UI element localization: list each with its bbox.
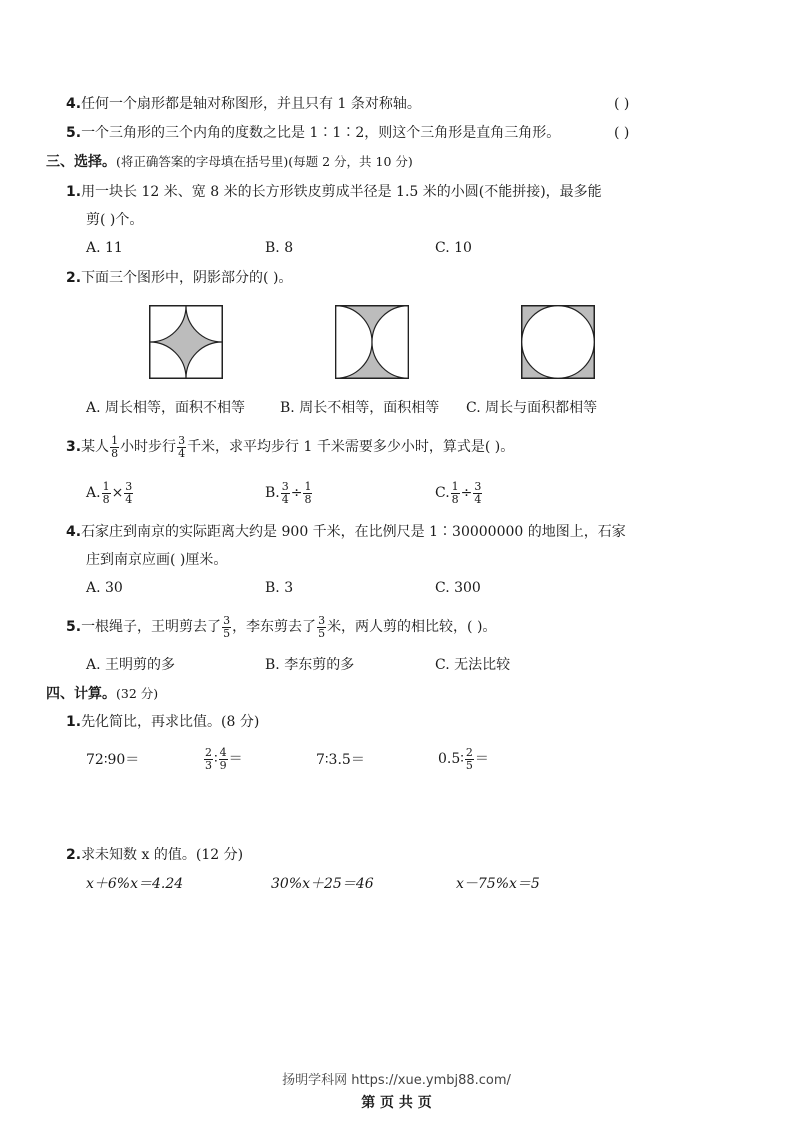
question-text: 先化简比，再求比值。(8 分) — [81, 714, 260, 730]
calc-q2 — [66, 845, 243, 865]
numerator: 1 — [102, 479, 110, 493]
question-text: 一根绳子，王明剪去了 — [81, 619, 222, 635]
figure-four-quarter-circles — [149, 305, 223, 379]
option-c[interactable]: C. 周长与面积都相等 — [466, 400, 598, 416]
section-heading-calc — [46, 684, 158, 704]
question-text: 某人 — [81, 439, 110, 455]
question-text: 任何一个扇形都是轴对称图形，并且只有 1 条对称轴。 — [81, 96, 421, 112]
question-number: 4. — [66, 96, 82, 112]
figure-two-semicircles — [335, 305, 409, 379]
question-number: 5. — [66, 125, 82, 141]
fraction — [473, 481, 482, 506]
option-b[interactable] — [265, 478, 313, 508]
option-c[interactable]: C. 300 — [435, 580, 481, 596]
option-label: C. — [435, 485, 450, 501]
option-a[interactable]: A. 周长相等，面积不相等 — [86, 400, 246, 416]
denominator: 9 — [219, 758, 227, 772]
denominator: 5 — [465, 758, 473, 772]
denominator: 8 — [451, 492, 459, 506]
ratio-prefix: 0.5∶ — [438, 751, 464, 767]
question-text-continued: 剪( )个。 — [86, 212, 144, 228]
numerator: 3 — [125, 479, 133, 493]
fraction — [317, 615, 326, 640]
section-score: (32 分) — [116, 686, 159, 701]
ratio-expression-4 — [438, 742, 489, 776]
question-text: 小时步行 — [120, 439, 177, 455]
question-text: 石家庄到南京的实际距离大约是 900 千米，在比例尺是 1∶30000000 的地图上，石家 — [81, 524, 626, 540]
fraction — [222, 615, 231, 640]
denominator: 5 — [318, 626, 326, 640]
section-note: (将正确答案的字母填在括号里)(每题 2 分，共 10 分) — [116, 154, 413, 169]
answer-paren[interactable]: ( ) — [614, 96, 630, 112]
option-a[interactable]: A. 30 — [86, 580, 123, 596]
answer-paren[interactable]: ( ) — [614, 125, 630, 141]
option-a[interactable]: A. 王明剪的多 — [86, 657, 176, 673]
choice-q3 — [66, 432, 514, 462]
option-c[interactable] — [435, 478, 483, 508]
denominator: 8 — [304, 492, 312, 506]
denominator: 4 — [281, 492, 289, 506]
ratio-colon: ∶ — [214, 751, 218, 767]
denominator: 3 — [205, 758, 212, 772]
fraction — [124, 481, 133, 506]
denominator: 5 — [223, 626, 231, 640]
fraction — [177, 435, 186, 460]
calc-q1 — [66, 712, 259, 732]
equation-2: 30%x＋25＝46 — [271, 876, 374, 892]
operator: × — [111, 485, 124, 501]
denominator: 8 — [102, 492, 110, 506]
question-text: 下面三个图形中，阴影部分的( )。 — [81, 270, 293, 286]
fraction — [451, 481, 460, 506]
numerator: 3 — [281, 479, 289, 493]
numerator: 3 — [474, 479, 482, 493]
option-label: A. — [86, 485, 101, 501]
option-a[interactable] — [86, 478, 134, 508]
question-number: 1. — [66, 184, 82, 200]
section-title: 四、计算。 — [46, 686, 116, 702]
question-text: 一个三角形的三个内角的度数之比是 1∶1∶2，则这个三角形是直角三角形。 — [81, 125, 561, 141]
numerator: 3 — [178, 433, 186, 447]
question-text-continued: 庄到南京应画( )厘米。 — [86, 552, 228, 568]
question-text: 千米，求平均步行 1 千米需要多少小时，算式是( )。 — [187, 439, 515, 455]
question-text: 求未知数 x 的值。(12 分) — [81, 847, 244, 863]
fraction — [102, 481, 111, 506]
ratio-expression-3: 7∶3.5＝ — [316, 752, 365, 768]
equation-1: x＋6%x＝4.24 — [86, 876, 184, 892]
option-label: B. — [265, 485, 280, 501]
ratio-expression-2 — [203, 742, 243, 776]
figure-inscribed-circle — [521, 305, 595, 379]
equation-3: x－75%x＝5 — [456, 876, 540, 892]
option-b[interactable]: B. 8 — [265, 240, 294, 256]
equals-sign: ＝ — [228, 751, 243, 767]
denominator: 4 — [125, 492, 133, 506]
equals-sign: ＝ — [474, 751, 489, 767]
question-number: 5. — [66, 619, 82, 635]
option-c[interactable]: C. 10 — [435, 240, 472, 256]
judge-q4 — [66, 94, 421, 114]
numerator: 1 — [111, 433, 119, 447]
question-text: 米，两人剪的相比较，( )。 — [327, 619, 497, 635]
numerator: 1 — [451, 479, 459, 493]
choice-q1 — [66, 182, 602, 202]
option-b[interactable]: B. 李东剪的多 — [265, 657, 355, 673]
question-text: 用一块长 12 米、宽 8 米的长方形铁皮剪成半径是 1.5 米的小圆(不能拼接)，最多能 — [81, 184, 602, 200]
fraction — [219, 747, 228, 772]
question-number: 2. — [66, 270, 82, 286]
option-b[interactable]: B. 3 — [265, 580, 294, 596]
denominator: 4 — [178, 446, 186, 460]
numerator: 3 — [318, 613, 326, 627]
question-number: 4. — [66, 524, 82, 540]
operator: ÷ — [460, 485, 473, 501]
fraction — [465, 747, 474, 772]
fraction — [110, 435, 119, 460]
numerator: 4 — [219, 745, 227, 759]
fraction — [281, 481, 290, 506]
section-title: 三、选择。 — [46, 154, 116, 170]
denominator: 4 — [474, 492, 482, 506]
ratio-expression-1: 72∶90＝ — [86, 752, 140, 768]
section-heading-choice — [46, 152, 413, 172]
question-number: 1. — [66, 714, 82, 730]
option-b[interactable]: B. 周长不相等，面积相等 — [280, 400, 440, 416]
question-number: 2. — [66, 847, 82, 863]
numerator: 3 — [223, 613, 231, 627]
numerator: 1 — [304, 479, 312, 493]
denominator: 8 — [111, 446, 119, 460]
option-a[interactable]: A. 11 — [86, 240, 123, 256]
question-text: ，李东剪去了 — [232, 619, 317, 635]
fraction — [303, 481, 312, 506]
choice-q5 — [66, 612, 496, 642]
numerator: 2 — [205, 745, 212, 759]
choice-q2 — [66, 268, 292, 288]
page-number: 第 页 共 页 — [361, 1095, 432, 1111]
watermark-url: 扬明学科网 https://xue.ymbj88.com/ — [282, 1073, 511, 1088]
judge-q5 — [66, 123, 560, 143]
option-c[interactable]: C. 无法比较 — [435, 657, 511, 673]
numerator: 2 — [465, 745, 473, 759]
choice-q4 — [66, 522, 626, 542]
question-number: 3. — [66, 439, 82, 455]
fraction — [204, 747, 213, 772]
operator: ÷ — [290, 485, 303, 501]
